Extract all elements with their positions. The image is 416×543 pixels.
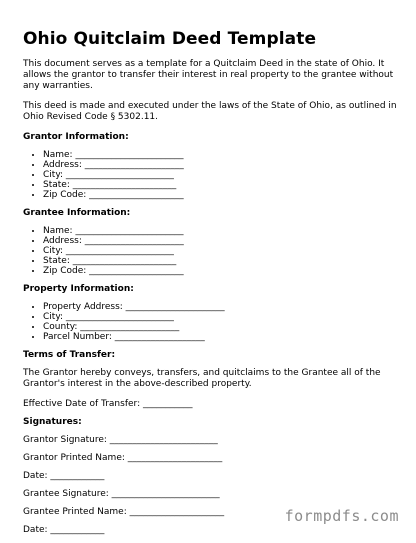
grantee-list [23,226,398,276]
grantee-signature-field: Grantee Signature: ________________________ [23,489,220,499]
grantor-city-field: • City: ________________________ [43,170,398,180]
legal-basis-paragraph: This deed is made and executed under the laws of the State of Ohio, as outlined in Ohio Revised Code § 5302.11. [23,101,397,122]
grantee-heading: Grantee Information: [23,208,131,218]
grantor-state-field: • State: _______________________ [43,180,398,190]
document-page [23,28,398,543]
grantor-printed-name-field: Grantor Printed Name: _____________________ [23,453,223,463]
terms-heading: Terms of Transfer: [23,350,116,360]
grantor-address-field: • Address: ______________________ [43,160,398,170]
grantee-printed-name-field: Grantee Printed Name: _____________________ [23,507,225,517]
grantor-signature-field: Grantor Signature: ________________________ [23,435,218,445]
document-title: Ohio Quitclaim Deed Template [23,29,317,49]
terms-paragraph: The Grantor hereby conveys, transfers, and quitclaims to the Grantee all of the Grantor's interest in the above-described property. [23,368,381,389]
effective-date-field: Effective Date of Transfer: ___________ [23,399,193,409]
grantor-heading: Grantor Information: [23,132,129,142]
grantee-state-field: • State: _______________________ [43,256,398,266]
watermark: formpdfs.com [284,507,399,525]
grantor-name-field: • Name: ________________________ [43,150,398,160]
grantee-zip-field: • Zip Code: _____________________ [43,266,398,276]
grantor-zip-field: • Zip Code: _____________________ [43,190,398,200]
grantor-list [23,150,398,200]
property-heading: Property Information: [23,284,134,294]
grantee-city-field: • City: ________________________ [43,246,398,256]
intro-paragraph: This document serves as a template for a Quitclaim Deed in the state of Ohio. It allows the grantor to transfer their interest in real property to the grantee without any warranties. [23,59,394,91]
property-city-field: • City: ________________________ [43,312,398,322]
parcel-number-field: • Parcel Number: ____________________ [43,332,398,342]
signatures-heading: Signatures: [23,417,82,427]
property-address-field: • Property Address: ______________________ [43,302,398,312]
grantor-date-field: Date: ____________ [23,471,105,481]
property-list [23,302,398,342]
grantee-address-field: • Address: ______________________ [43,236,398,246]
grantee-date-field: Date: ____________ [23,525,105,535]
grantee-name-field: • Name: ________________________ [43,226,398,236]
property-county-field: • County: ______________________ [43,322,398,332]
